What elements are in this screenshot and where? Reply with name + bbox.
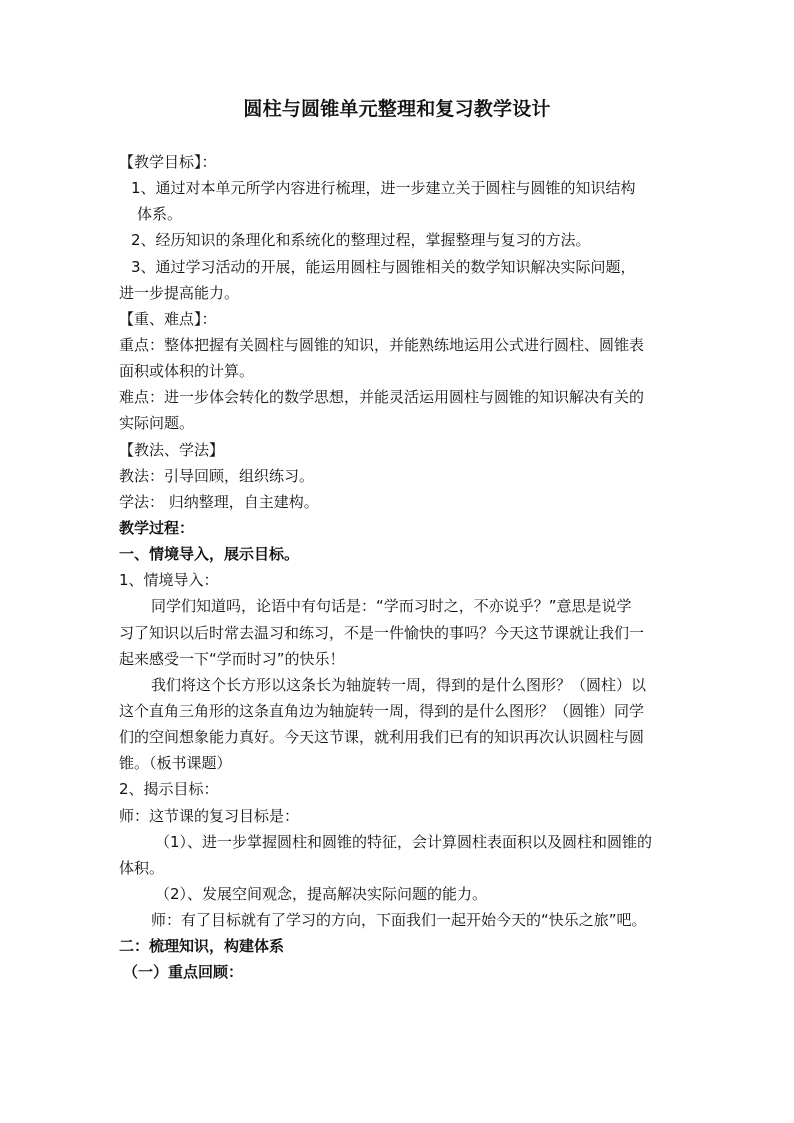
difficulty-line-2: 实际问题。: [119, 414, 195, 433]
section-heading-introduction: 一、情境导入，展示目标。: [119, 545, 300, 564]
section-heading-knowledge-system: 二：梳理知识，构建体系: [119, 937, 285, 956]
learning-method: 学法： 归纳整理，自主建构。: [119, 492, 319, 511]
paragraph-2-line-4: 锥。（板书课题）: [119, 754, 232, 773]
document-body: [119, 149, 679, 986]
key-point-line-2: 面积或体积的计算。: [119, 362, 255, 381]
teaching-method: 教法：引导回顾，组织练习。: [119, 466, 315, 485]
paragraph-2-line-1: 我们将这个长方形以这条长为轴旋转一周，得到的是什么图形？（圆柱）以: [151, 675, 647, 694]
key-point-line-1: 重点：整体把握有关圆柱与圆锥的知识，并能熟练地运用公式进行圆柱、圆锥表: [119, 335, 645, 354]
section-heading-key-points: 【重、难点】：: [119, 309, 217, 328]
section-heading-methods: 【教法、学法】: [119, 440, 225, 459]
subheading-situation-introduction: 1、情境导入：: [119, 571, 219, 590]
objective-review-1-line-1: （1）、进一步掌握圆柱和圆锥的特征，会计算圆柱表面积以及圆柱和圆锥的: [155, 832, 653, 851]
paragraph-1-line-1: 同学们知道吗，论语中有句话是：“学而习时之，不亦说乎？”意思是说学: [151, 597, 632, 616]
objective-3-line-2: 进一步提高能力。: [119, 283, 240, 302]
objective-3-line-1: 3、通过学习活动的开展，能运用圆柱与圆锥相关的数学知识解决实际问题，: [131, 257, 636, 276]
document-title: 圆柱与圆锥单元整理和复习教学设计: [243, 98, 551, 120]
objective-review-1-line-2: 体积。: [119, 858, 165, 877]
section-heading-teaching-process: 教学过程：: [119, 518, 195, 537]
subheading-key-review: （一）重点回顾：: [123, 963, 244, 982]
teacher-line-transition: 师：有了目标就有了学习的方向，下面我们一起开始今天的“快乐之旅”吧。: [151, 911, 647, 930]
objective-2: 2、经历知识的条理化和系统化的整理过程，掌握整理与复习的方法。: [131, 231, 591, 250]
objective-1-line-2: 体系。: [137, 205, 183, 224]
difficulty-line-1: 难点：进一步体会转化的数学思想，并能灵活运用圆柱与圆锥的知识解决有关的: [119, 388, 645, 407]
paragraph-1-line-3: 起来感受一下“学而时习”的快乐！: [119, 649, 345, 668]
objective-1-line-1: 1、通过对本单元所学内容进行梳理，进一步建立关于圆柱与圆锥的知识结构: [131, 179, 636, 198]
paragraph-1-line-2: 习了知识以后时常去温习和练习，不是一件愉快的事吗？今天这节课就让我们一: [119, 623, 645, 642]
section-heading-teaching-objectives: 【教学目标】：: [119, 153, 217, 171]
paragraph-2-line-2: 这个直角三角形的这条直角边为轴旋转一周，得到的是什么图形？（圆锥）同学: [119, 701, 645, 720]
subheading-reveal-objectives: 2、揭示目标：: [119, 780, 219, 799]
objective-review-2: （2）、发展空间观念，提高解决实际问题的能力。: [155, 884, 488, 903]
paragraph-2-line-3: 们的空间想象能力真好。今天这节课，就利用我们已有的知识再次认识圆柱与圆: [119, 728, 645, 747]
teacher-line-objectives: 师：这节课的复习目标是：: [119, 806, 300, 825]
